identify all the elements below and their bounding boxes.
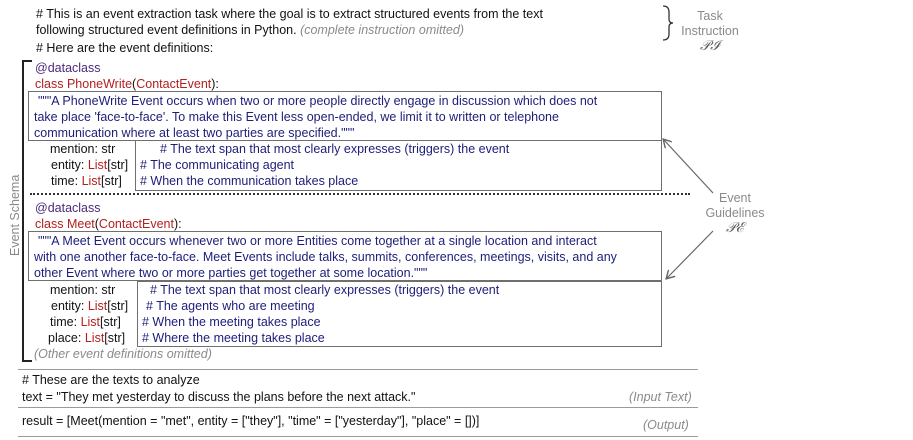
event-schema-bracket-top [22, 60, 32, 62]
phonewrite-field-time [51, 174, 122, 189]
phonewrite-doc-line-2: take place 'face-to-face'. To make this Event less open-ended, we limit it to written or telephone [34, 110, 559, 124]
meet-field-place-list: List [84, 331, 105, 345]
phonewrite-paren-close: ): [211, 77, 219, 91]
input-text-label: (Input Text) [629, 390, 692, 404]
phonewrite-field-mention: mention: str [50, 142, 116, 156]
phonewrite-field-entity-name: entity: [51, 158, 88, 172]
other-definitions-note: (Other event definitions omitted) [34, 347, 212, 361]
meet-class-keyword: class [35, 217, 67, 231]
event-schema-bracket [22, 60, 24, 362]
arrow-to-phonewrite [664, 140, 713, 193]
texts-header: # These are the texts to analyze [22, 373, 200, 387]
phonewrite-parent: ContactEvent [136, 77, 212, 91]
meet-doc-line-2: with one another face-to-face. Meet Events include talks, summits, conferences, meetings, visits, and any [34, 250, 617, 264]
meet-field-time-type: [str] [100, 315, 121, 329]
meet-field-time-list: List [80, 315, 101, 329]
phonewrite-field-entity [51, 158, 128, 173]
event-guidelines-arrows [655, 135, 725, 285]
meet-doc-line-1: """A Meet Event occurs whenever two or more Entities come together at a single location and interact [38, 234, 597, 248]
phonewrite-field-entity-list: List [87, 158, 108, 172]
meet-paren-close: ): [173, 217, 182, 231]
phonewrite-field-time-name: time: [51, 174, 82, 188]
meet-doc-line-3: other Event where two or more parties get together at some location.""" [34, 266, 428, 280]
task-instruction-brace [660, 4, 676, 42]
meet-field-place-type: [str] [104, 331, 126, 345]
task-instruction-label-2: Instruction [681, 24, 739, 38]
phonewrite-field-time-list: List [81, 174, 102, 188]
instruction-omitted-note: (complete instruction omitted) [300, 23, 465, 37]
meet-field-time [50, 315, 121, 330]
meet-comment-mention: # The text span that most clearly expresses (triggers) the event [150, 283, 500, 297]
meet-field-mention: mention: str [50, 283, 116, 297]
meet-class-name: Meet [66, 217, 95, 231]
phonewrite-field-entity-type: [str] [107, 158, 129, 172]
output-label: (Output) [643, 418, 689, 432]
arrow-to-meet [667, 231, 713, 278]
texts-middle-divider [18, 407, 698, 408]
input-text-line: text = "They met yesterday to discuss the plans before the next attack." [22, 390, 416, 404]
phonewrite-class-line [35, 77, 219, 92]
phonewrite-field-time-type: [str] [101, 174, 122, 188]
event-guidelines-label-1: Event [719, 191, 751, 205]
meet-parent: ContactEvent [98, 217, 174, 231]
meet-field-entity-list: List [87, 299, 108, 313]
phonewrite-class-keyword: class [35, 77, 67, 91]
meet-field-place-name: place: [48, 331, 85, 345]
phonewrite-comment-mention: # The text span that most clearly expresses (triggers) the event [160, 142, 510, 156]
phonewrite-decorator: @dataclass [35, 61, 101, 75]
meet-field-entity-type: [str] [107, 299, 129, 313]
meet-field-place [48, 331, 125, 346]
meet-field-entity [51, 299, 128, 314]
event-schema-bracket-bottom [22, 360, 32, 362]
phonewrite-class-name: PhoneWrite [66, 77, 133, 91]
event-guidelines-symbol: 𝒫ℰ [725, 220, 745, 236]
event-schema-label: Event Schema [8, 174, 22, 256]
instruction-line-1: # This is an event extraction task where the goal is to extract structured events from the text [36, 7, 543, 21]
phonewrite-paren-open: ( [132, 77, 137, 91]
texts-bottom-divider [18, 436, 698, 437]
definition-separator [30, 193, 690, 195]
meet-paren-open: ( [94, 217, 99, 231]
meet-comment-entity: # The agents who are meeting [146, 299, 315, 313]
meet-decorator: @dataclass [35, 201, 101, 215]
instruction-line-3: # Here are the event definitions: [36, 41, 214, 55]
meet-comment-time: # When the meeting takes place [142, 315, 321, 329]
phonewrite-doc-line-3: communication where at least two parties are specified.""" [34, 126, 355, 140]
event-guidelines-label-2: Guidelines [705, 206, 765, 220]
task-instruction-label [680, 9, 740, 54]
meet-field-time-name: time: [50, 315, 81, 329]
meet-class-line [35, 217, 182, 232]
meet-comment-place: # Where the meeting takes place [142, 331, 325, 345]
phonewrite-doc-line-1: """A PhoneWrite Event occurs when two or more people directly engage in discussion which does not [38, 94, 598, 108]
phonewrite-comment-time: # When the communication takes place [140, 174, 359, 188]
texts-top-divider [18, 369, 698, 370]
result-line: result = [Meet(mention = "met", entity = ["they"], "time" = ["yesterday"], "place" = [])] [22, 414, 480, 428]
instruction-line-2 [36, 23, 464, 38]
instruction-line-2-text: following structured event definitions in Python. [36, 23, 297, 37]
task-instruction-symbol: 𝒫ℐ [700, 38, 720, 54]
meet-field-entity-name: entity: [51, 299, 88, 313]
phonewrite-comment-entity: # The communicating agent [140, 158, 295, 172]
task-instruction-label-1: Task [697, 9, 723, 23]
